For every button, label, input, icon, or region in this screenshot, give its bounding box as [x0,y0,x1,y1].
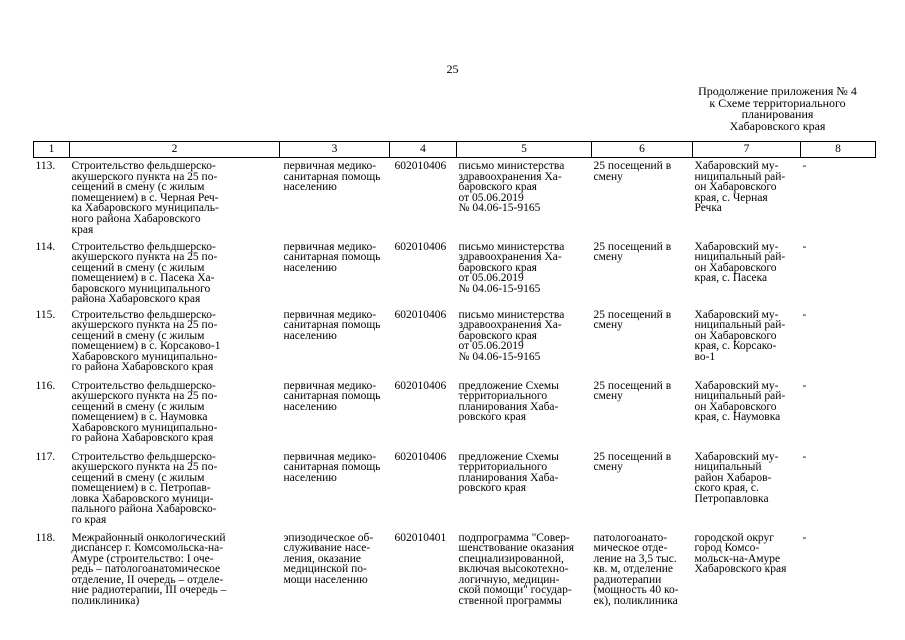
facility-name-line: Строительство фельдшерско- [71,450,216,463]
location-line: Петропавловка [694,492,769,505]
location-line: ниципальный рай- [694,251,786,264]
zone-cell: - [802,379,807,392]
zone-cell: - [802,531,807,544]
capacity-line: смену [593,251,623,264]
appendix-line: планирования [741,107,814,121]
basis-cell [457,378,592,449]
capacity-cell [592,378,693,449]
service-type-line: эпизодическое об- [283,531,374,544]
location-line: он Хабаровского [694,329,777,342]
facility-name-line: помещением) в с. Черная Реч- [71,191,219,204]
facility-name-line: помещением) в с. Пасека Ха- [71,272,215,285]
facility-name-line: помещением) в с. Петропав- [71,482,211,495]
capacity-cell [592,239,693,307]
service-type-cell [280,530,390,614]
basis-cell [457,239,592,307]
basis-line: планирования Хаба- [458,400,559,413]
service-type-line: ления, оказание [283,552,362,565]
location-line: края, с. Пасека [694,272,768,285]
facility-name-line: Межрайонный онкологический [71,531,226,544]
location-cell [693,239,801,307]
service-type-line: первичная медико- [283,240,377,253]
facility-name-line: ка Хабаровского муниципаль- [71,202,219,215]
location-line: Хабаровский му- [694,379,779,392]
facility-name-line: пального района Хабаровско- [71,503,217,516]
page-number: 25 [446,62,459,76]
location-cell [693,530,801,614]
location-cell [693,449,801,530]
service-type-line: населению [283,181,337,194]
service-type-line: первичная медико- [283,379,377,392]
basis-line: включая высокотехно- [458,563,569,576]
location-line: края, с. Наумовка [694,411,781,424]
facility-name-line: сещений в смену (с жилым [71,261,205,274]
table-row [34,158,876,239]
capacity-line: ек), поликлиника [593,595,678,608]
basis-line: здравоохранения Ха- [458,251,562,264]
location-line: район Хабаров- [694,471,772,484]
location-line: ниципальный [694,461,762,474]
service-type-cell [280,307,390,378]
basis-line: баровского края [458,181,537,194]
service-type-line: медицинской по- [283,563,367,576]
basis-line: логичную, медицин- [458,573,560,586]
facility-name-line: помещением) в с. Корсаково-1 [71,340,221,353]
service-type-line: первичная медико- [283,160,377,172]
capacity-line: 25 посещений в [593,240,672,253]
capacity-line: смену [593,461,623,474]
service-type-line: населению [283,329,337,342]
basis-line: планирования Хаба- [458,471,559,484]
facility-name-line: го района Хабаровского края [71,432,214,445]
service-type-line: санитарная помощь [283,461,381,474]
location-line: Хабаровский му- [694,160,779,172]
location-line: во-1 [694,350,716,363]
basis-line: ственной программы [458,595,562,608]
table-row [34,239,876,307]
capacity-cell [592,158,693,239]
appendix-line: Продолжение приложения № 4 [698,84,857,98]
zone-cell: - [802,160,807,172]
service-type-line: санитарная помощь [283,319,381,332]
facility-name-cell [70,378,280,449]
facility-name-line: Строительство фельдшерско- [71,379,216,392]
basis-line: шенствование оказания [458,542,575,555]
row-number-cell: 113. [35,160,56,172]
basis-line: здравоохранения Ха- [458,170,562,183]
location-cell [693,307,801,378]
location-line: Хабаровский му- [694,450,779,463]
basis-line: территориального [458,461,548,474]
table-body [34,158,876,614]
basis-cell [457,530,592,614]
facility-name-line: Строительство фельдшерско- [71,308,216,321]
capacity-line: мическое отде- [593,542,668,555]
capacity-line: 25 посещений в [593,379,672,392]
service-type-line: мощи населению [283,573,368,586]
basis-line: предложение Схемы [458,379,559,392]
basis-line: специализированной, [458,552,564,565]
location-line: ниципальный рай- [694,170,786,183]
column-header: 3 [280,142,390,158]
basis-line: предложение Схемы [458,450,559,463]
code-cell: 602010406 [394,308,447,321]
table-row [34,530,876,614]
basis-line: письмо министерства [458,240,565,253]
basis-line: территориального [458,390,548,403]
facility-name-line: го края [71,514,107,527]
location-line: Хабаровский му- [694,308,779,321]
facilities-table [33,141,876,614]
location-cell [693,378,801,449]
capacity-cell [592,530,693,614]
facility-name-line: ние радиотерапии, III очередь – [71,584,227,597]
basis-line: баровского края [458,329,537,342]
table-row [34,378,876,449]
column-header: 5 [457,142,592,158]
facility-name-line: сещений в смену (с жилым [71,329,205,342]
service-type-line: санитарная помощь [283,251,381,264]
location-line: ского края, с. [694,482,759,495]
basis-cell [457,158,592,239]
column-header: 8 [801,142,876,158]
capacity-line: 25 посещений в [593,308,672,321]
facility-name-line: редь – патологоанатомическое [71,563,221,576]
service-type-line: служивание насе- [283,542,371,555]
row-number-cell: 114. [35,240,56,253]
capacity-line: патологоанато- [593,531,668,544]
capacity-line: смену [593,390,623,403]
facility-name-line: акушерского пункта на 25 по- [71,170,218,183]
facility-name-line: района Хабаровского края [71,293,201,306]
code-cell: 602010401 [394,531,447,544]
basis-line: № 04.06-15-9165 [458,202,541,215]
code-cell: 602010406 [394,379,447,392]
facility-name-line: сещений в смену (с жилым [71,181,205,194]
location-line: город Комсо- [694,542,760,555]
service-type-line: санитарная помощь [283,170,381,183]
facility-name-line: акушерского пункта на 25 по- [71,461,218,474]
location-line: мольск-на-Амуре [694,552,781,565]
basis-line: от 05.06.2019 [458,340,524,353]
basis-line: ской помощи" государ- [458,584,572,597]
location-line: Речка [694,202,722,215]
facility-name-cell [70,158,280,239]
facility-name-line: края [71,223,94,236]
facility-name-line: сещений в смену (с жилым [71,400,205,413]
basis-line: здравоохранения Ха- [458,319,562,332]
capacity-line: (мощность 40 ко- [593,584,679,597]
zone-cell: - [802,240,807,253]
facility-name-line: отделение, II очередь – отделе- [71,573,224,586]
facility-name-line: го района Хабаровского края [71,361,214,374]
column-header: 2 [70,142,280,158]
basis-cell [457,449,592,530]
location-line: он Хабаровского [694,400,777,413]
basis-line: № 04.06-15-9165 [458,282,541,295]
basis-line: от 05.06.2019 [458,272,524,285]
facility-name-cell [70,449,280,530]
facility-name-line: Строительство фельдшерско- [71,160,216,172]
column-header: 7 [693,142,801,158]
facility-name-line: сещений в смену (с жилым [71,471,205,484]
column-header: 4 [390,142,457,158]
facility-name-line: акушерского пункта на 25 по- [71,251,218,264]
basis-line: подпрограмма "Совер- [458,531,570,544]
table-row [34,307,876,378]
service-type-cell [280,378,390,449]
facility-name-line: диспансер г. Комсомольска-на- [71,542,224,555]
location-cell [693,158,801,239]
capacity-line: 25 посещений в [593,450,672,463]
location-line: ниципальный рай- [694,390,786,403]
capacity-cell [592,449,693,530]
row-number-cell: 116. [35,379,56,392]
row-number-cell: 115. [35,308,56,321]
facility-name-line: ного района Хабаровского [71,212,201,225]
basis-line: № 04.06-15-9165 [458,350,541,363]
basis-cell [457,307,592,378]
location-line: Хабаровский му- [694,240,779,253]
location-line: края, с. Черная [694,191,768,204]
facility-name-line: Хабаровского муниципально- [71,421,218,434]
basis-line: от 05.06.2019 [458,191,524,204]
facility-name-cell [70,530,280,614]
column-header: 6 [592,142,693,158]
basis-line: ровского края [458,482,527,495]
zone-cell: - [802,308,807,321]
capacity-line: 25 посещений в [593,160,672,172]
facility-name-line: помещением) в с. Наумовка [71,411,208,424]
zone-cell: - [802,450,807,463]
service-type-line: населению [283,261,337,274]
table-header-row [34,142,876,158]
service-type-cell [280,449,390,530]
row-number-cell: 117. [35,450,56,463]
capacity-line: кв. м, отделение [593,563,673,576]
location-line: он Хабаровского [694,181,777,194]
facility-name-line: Хабаровского муниципально- [71,350,218,363]
code-cell: 602010406 [394,240,447,253]
location-line: ниципальный рай- [694,319,786,332]
capacity-line: ление на 3,5 тыс. [593,552,677,565]
basis-line: ровского края [458,411,527,424]
location-line: городской округ [694,531,774,544]
service-type-line: санитарная помощь [283,390,381,403]
code-cell: 602010406 [394,160,447,172]
facility-name-cell [70,239,280,307]
column-header: 1 [34,142,70,158]
service-type-cell [280,158,390,239]
basis-line: письмо министерства [458,308,565,321]
capacity-cell [592,307,693,378]
basis-line: письмо министерства [458,160,565,172]
basis-line: баровского края [458,261,537,274]
capacity-line: смену [593,319,623,332]
service-type-line: населению [283,471,337,484]
facility-name-line: Амуре (строительство: I оче- [71,552,214,565]
location-line: Хабаровского края [694,563,787,576]
capacity-line: смену [593,170,623,183]
appendix-caption [690,86,865,132]
service-type-cell [280,239,390,307]
facility-name-line: акушерского пункта на 25 по- [71,390,218,403]
appendix-line: Хабаровского края [729,118,826,133]
facility-name-line: баровского муниципального [71,282,211,295]
location-line: края, с. Корсако- [694,340,777,353]
code-cell: 602010406 [394,450,447,463]
appendix-line: к Схеме территориального [709,95,846,110]
facility-name-line: акушерского пункта на 25 по- [71,319,218,332]
service-type-line: первичная медико- [283,308,377,321]
location-line: он Хабаровского [694,261,777,274]
service-type-line: населению [283,400,337,413]
service-type-line: первичная медико- [283,450,377,463]
capacity-line: радиотерапии [593,573,662,586]
facility-name-line: Строительство фельдшерско- [71,240,216,253]
table-row [34,449,876,530]
facility-name-cell [70,307,280,378]
row-number-cell: 118. [35,531,56,544]
facility-name-line: поликлиника) [71,595,140,608]
facility-name-line: ловка Хабаровского муници- [71,492,214,505]
